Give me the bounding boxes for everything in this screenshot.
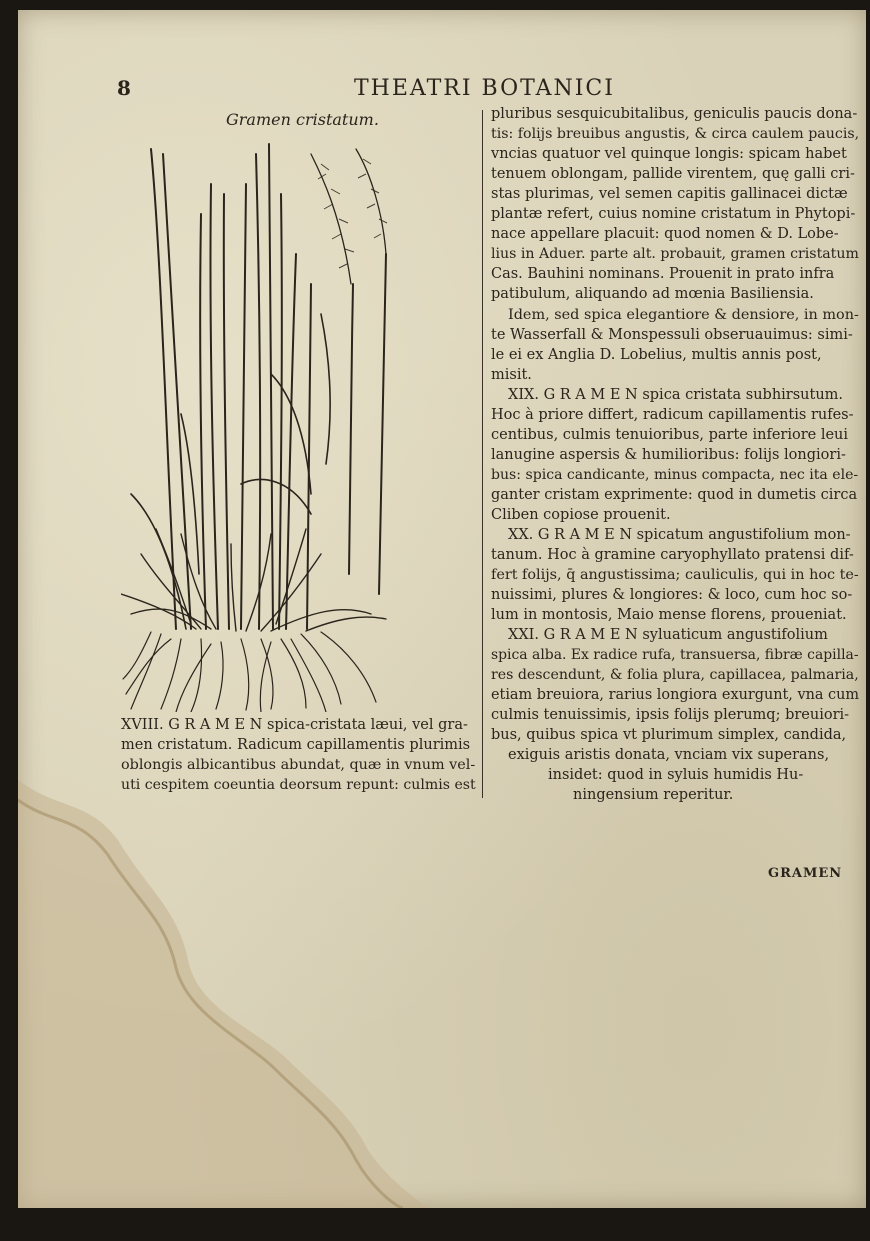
text-line: misit. [491, 367, 532, 383]
text-line: culmis tenuissimis, ipsis folijs plerumq; breuiori- [491, 707, 850, 723]
text-line: tanum. Hoc à gramine caryophyllato pratensi dif- [491, 547, 854, 563]
text-line: tis: folijs breuibus angustis, & circa caulem paucis, [491, 126, 860, 142]
text-line: Cas. Bauhini nominans. Prouenit in prato infra [491, 266, 835, 282]
text-line: Idem, sed spica elegantiore & densiore, in mon- [508, 307, 859, 323]
text-line: nuissimi, plures & longiores: & loco, cum hoc so- [491, 587, 853, 603]
text-line: res descendunt, & folia plura, capillacea, palmaria, [491, 667, 859, 683]
text-line: bus: spica candicante, minus compacta, nec ita ele- [491, 467, 859, 483]
text-line: XXI. G R A M E N syluaticum angustifolium [508, 627, 828, 643]
text-line: vncias quatuor vel quinque longis: spicam habet [491, 146, 847, 162]
text-line: insidet: quod in syluis humidis Hu- [548, 767, 804, 783]
catchword: GRAMEN [768, 866, 843, 881]
book-page [18, 10, 866, 1208]
text-line: lanugine aspersis & humilioribus: folijs longiori- [491, 447, 846, 463]
text-line: spica alba. Ex radice rufa, transuersa, fibræ capilla- [491, 647, 859, 663]
text-line: lum in montosis, Maio mense florens, proueniat. [491, 607, 847, 623]
text-line: fert folijs, q̄ angustissima; cauliculis, qui in hoc te- [491, 567, 859, 583]
text-line: lius in Aduer. parte alt. probauit, gramen cristatum [491, 246, 859, 262]
text-line: le ei ex Anglia D. Lobelius, multis annis post, [491, 347, 822, 363]
text-line: tenuem oblongam, pallide virentem, quę galli cri- [491, 166, 855, 182]
text-line: bus, quibus spica vt plurimum simplex, candida, [491, 727, 847, 743]
text-line: pluribus sesquicubitalibus, geniculis paucis dona- [491, 106, 858, 122]
text-line: uti cespitem coeuntia deorsum repunt: culmis est [121, 777, 476, 793]
text-line: XX. G R A M E N spicatum angustifolium mon- [508, 527, 851, 543]
text-line: plantæ refert, cuius nomine cristatum in Phytopi- [491, 206, 856, 222]
grass-illustration [121, 134, 393, 712]
text-line: ningensium reperitur. [573, 787, 734, 803]
column-rule [482, 110, 483, 798]
text-line: centibus, culmis tenuioribus, parte inferiore leui [491, 427, 849, 443]
text-line: oblongis albicantibus abundat, quæ in vnum vel- [121, 757, 476, 773]
text-line: Hoc à priore differt, radicum capillamentis rufes- [491, 407, 854, 423]
text-line: Cliben copiose prouenit. [491, 507, 671, 523]
text-line: etiam breuiora, rarius longiora exurgunt, vna cum [491, 687, 860, 703]
page-number: 8 [117, 76, 131, 100]
text-line: XIX. G R A M E N spica cristata subhirsutum. [508, 387, 844, 403]
text-line: XVIII. G R A M E N spica-cristata læui, vel gra- [121, 717, 468, 733]
text-line: exiguis aristis donata, vnciam vix superans, [508, 747, 830, 763]
text-line: patibulum, aliquando ad mœnia Basiliensia. [491, 286, 814, 302]
text-line: ganter cristam exprimente: quod in dumetis circa [491, 487, 858, 503]
running-head: THEATRI BOTANICI [354, 76, 615, 101]
text-line: te Wasserfall & Monspessuli obseruauimus: simi- [491, 327, 853, 343]
text-line: stas plurimas, vel semen capitis gallinacei dictæ [491, 186, 848, 202]
text-line: men cristatum. Radicum capillamentis plurimis [121, 737, 471, 753]
text-line: nace appellare placuit: quod nomen & D. Lobe- [491, 226, 839, 242]
figure-caption: Gramen cristatum. [226, 110, 379, 129]
